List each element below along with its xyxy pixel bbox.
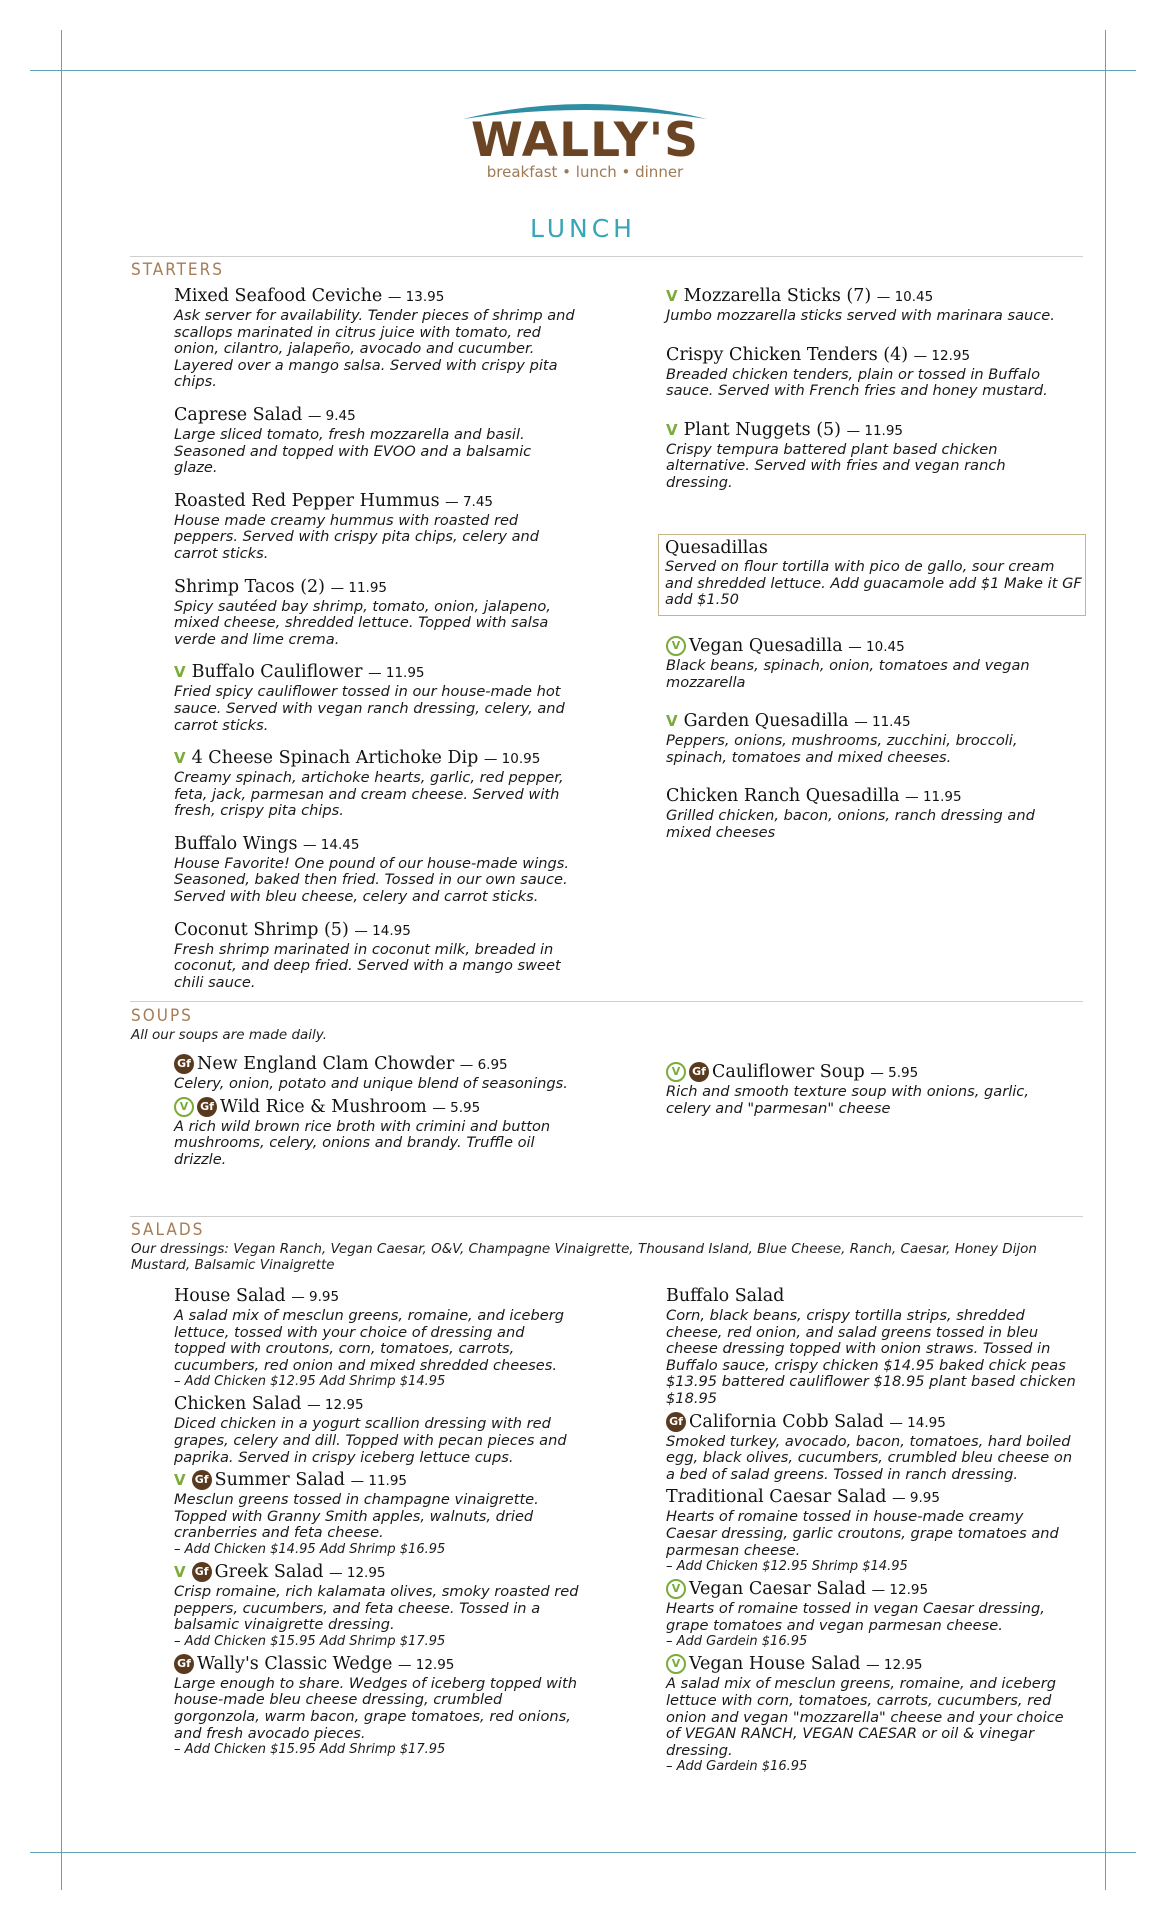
- brand-name: WALLY'S: [471, 113, 699, 168]
- menu-item-description: Mesclun greens tossed in champagne vinaigrette. Topped with Granny Smith apples, walnuts, dried cranberries and feta cheese.: [174, 1491, 539, 1542]
- section-heading-salads: SALADS: [131, 1220, 205, 1240]
- section-heading-starters: STARTERS: [131, 260, 224, 280]
- menu-item-description: A salad mix of mesclun greens, romaine, and iceberg lettuce with corn, tomatoes, carrots, cucumbers, red onion and vegan "mozzarella" cheese and your choice of VEGAN RANCH, VEGAN CAESAR or oil & vinegar dressing.: [666, 1675, 1064, 1759]
- menu-item-price: — 11.95: [846, 422, 904, 439]
- menu-item: [174, 577, 579, 649]
- menu-item-description: Peppers, onions, mushrooms, zucchini, broccoli, spinach, tomatoes and mixed cheeses.: [666, 732, 1018, 766]
- menu-item: [666, 345, 1066, 400]
- menu-item: [174, 1394, 579, 1466]
- menu-item-header: [666, 1412, 1076, 1434]
- menu-item-price: — 10.45: [876, 289, 934, 305]
- menu-item: [666, 636, 1066, 691]
- vegan-icon: V: [666, 1654, 686, 1674]
- menu-item-name: Wally's Classic Wedge: [197, 1653, 393, 1674]
- menu-item-description: Ask server for availability. Tender pieces of shrimp and scallops marinated in citrus juice with tomato, red onion, cilantro, jalapeño, avocado and cucumber. Layered over a mango salsa. Served with crispy pita chips.: [174, 307, 575, 391]
- vegan-icon: V: [666, 1062, 686, 1082]
- page-title: LUNCH: [530, 214, 636, 243]
- menu-item-price: — 12.95: [307, 1397, 364, 1414]
- menu-item-description: Crisp romaine, rich kalamata olives, smoky roasted red peppers, cucumbers, and feta cheese. Tossed in a balsamic vinaigrette dressing.: [174, 1582, 579, 1634]
- menu-item: [174, 1054, 579, 1093]
- menu-item-header: [666, 1062, 1066, 1084]
- quesadillas-column: [666, 636, 1066, 862]
- menu-item-price: — 5.95: [870, 1065, 919, 1081]
- menu-item-header: [174, 1097, 579, 1119]
- menu-item-name: New England Clam Chowder: [197, 1054, 455, 1074]
- menu-item-price: — 10.95: [483, 751, 541, 768]
- starters-right-column: [666, 286, 1066, 512]
- quesadilla-info-box: [658, 534, 1086, 616]
- menu-item-header: [666, 286, 1066, 308]
- menu-item-name: Buffalo Cauliflower: [191, 662, 363, 683]
- menu-item-name: Greek Salad: [214, 1561, 324, 1582]
- menu-item-header: [666, 420, 1066, 442]
- menu-item-header: [666, 1579, 1076, 1601]
- menu-item-description: Celery, onion, potato and unique blend of seasonings.: [174, 1075, 568, 1092]
- menu-item: [174, 662, 579, 734]
- menu-item-description: Large enough to share. Wedges of iceberg topped with house-made bleu cheese dressing, crumbled gorgonzola, warm bacon, grape tomatoes, red onions, and fresh avocado pieces.: [174, 1674, 577, 1742]
- menu-item-addons: – Add Chicken $12.95 Add Shrimp $14.95: [174, 1374, 446, 1390]
- section-heading-soups: SOUPS: [131, 1006, 193, 1026]
- menu-item-price: — 11.95: [368, 665, 425, 682]
- menu-item-description: Grilled chicken, bacon, onions, ranch dressing and mixed cheeses: [666, 807, 1035, 841]
- menu-item-header: [174, 662, 579, 684]
- gluten-free-icon: Gf: [666, 1412, 686, 1432]
- gluten-free-icon: Gf: [689, 1062, 709, 1082]
- menu-item-name: Caprese Salad: [174, 404, 303, 425]
- menu-item-header: [174, 1286, 579, 1308]
- gluten-free-icon: Gf: [197, 1097, 217, 1117]
- menu-item-price: — 12.95: [397, 1656, 455, 1673]
- menu-item-description: Jumbo mozzarella sticks served with marinara sauce.: [666, 307, 1055, 324]
- quesadilla-box-title: Quesadillas: [665, 538, 768, 558]
- menu-item-header: [666, 711, 1066, 733]
- menu-item: [174, 1286, 579, 1390]
- menu-item: [666, 1487, 1076, 1575]
- menu-item-name: Buffalo Salad: [666, 1286, 785, 1306]
- menu-item-price: — 11.45: [854, 714, 911, 731]
- brand-tagline: breakfast • lunch • dinner: [486, 163, 684, 181]
- menu-item-price: — 12.95: [913, 347, 971, 364]
- menu-item: [174, 1097, 579, 1169]
- menu-item-price: — 5.95: [432, 1099, 481, 1116]
- menu-item-name: 4 Cheese Spinach Artichoke Dip: [191, 748, 479, 769]
- menu-item-price: — 9.95: [892, 1490, 940, 1507]
- menu-item-header: [174, 491, 579, 513]
- menu-item-description: House made creamy hummus with roasted red peppers. Served with crispy pita chips, celery and carrot sticks.: [174, 511, 540, 562]
- menu-item-name: Coconut Shrimp (5): [174, 919, 349, 940]
- menu-item-description: Hearts of romaine tossed in house-made creamy Caesar dressing, garlic croutons, grape tomatoes and parmesan cheese.: [666, 1508, 1059, 1559]
- menu-item-header: [174, 1394, 579, 1416]
- vegetarian-icon: V: [174, 1471, 186, 1490]
- brand-logo: [455, 95, 715, 185]
- vegetarian-icon: V: [666, 287, 678, 305]
- vegetarian-icon: V: [174, 1562, 186, 1581]
- salads-dressing-note: Our dressings: Vegan Ranch, Vegan Caesar, O&V, Champagne Vinaigrette, Thousand Island, Blue Cheese, Ranch, Caesar, Honey Dijon Mustard, Balsamic Vinaigrette: [131, 1241, 1037, 1273]
- menu-item-price: — 12.95: [871, 1582, 929, 1599]
- menu-item-name: Chicken Ranch Quesadilla: [666, 786, 900, 807]
- menu-item-description: Creamy spinach, artichoke hearts, garlic, red pepper, feta, jack, parmesan and cream cheese. Served with fresh, crispy pita chips.: [174, 769, 564, 820]
- menu-item-header: [174, 286, 579, 308]
- menu-item-price: — 12.95: [329, 1564, 386, 1581]
- divider: [130, 256, 1083, 257]
- menu-item-header: [666, 1654, 1076, 1676]
- menu-item-description: Rich and smooth texture soup with onions, garlic, celery and "parmesan" cheese: [666, 1083, 1029, 1117]
- soups-right-column: [666, 1062, 1066, 1121]
- menu-item-name: Vegan House Salad: [689, 1654, 861, 1675]
- menu-item-addons: – Add Gardein $16.95: [666, 1634, 808, 1650]
- menu-item-name: Vegan Caesar Salad: [689, 1579, 867, 1600]
- menu-item-price: — 14.95: [354, 922, 411, 939]
- guide-line-bottom: [30, 1852, 1136, 1853]
- menu-item-name: Mixed Seafood Ceviche: [174, 286, 383, 306]
- menu-item-price: — 6.95: [459, 1057, 508, 1073]
- menu-item: [174, 748, 579, 820]
- menu-item-addons: – Add Chicken $15.95 Add Shrimp $17.95: [174, 1742, 446, 1758]
- menu-item: [666, 711, 1066, 766]
- menu-item-name: California Cobb Salad: [689, 1411, 884, 1432]
- divider: [130, 1001, 1083, 1002]
- menu-item-name: Roasted Red Pepper Hummus: [174, 490, 440, 511]
- guide-line-top: [30, 70, 1136, 71]
- vegetarian-icon: V: [174, 663, 186, 682]
- menu-item: [666, 1579, 1076, 1650]
- menu-item-name: Summer Salad: [214, 1470, 345, 1491]
- salads-left-column: [174, 1286, 579, 1762]
- menu-item-price: — 10.45: [848, 639, 905, 655]
- menu-item-addons: – Add Chicken $15.95 Add Shrimp $17.95: [174, 1633, 446, 1649]
- menu-item-price: — 7.45: [445, 493, 494, 510]
- menu-item-description: Crispy tempura battered plant based chicken alternative. Served with fries and vegan ranch dressing.: [666, 440, 1006, 491]
- menu-item-name: Shrimp Tacos (2): [174, 576, 325, 597]
- menu-item-name: Garden Quesadilla: [683, 711, 849, 732]
- menu-item-description: Corn, black beans, crispy tortilla strips, shredded cheese, red onion, and salad greens tossed in bleu cheese dressing topped with onion straws. Tossed in Buffalo sauce, crispy chicken $14.95 baked chick peas $13.95 battered cauliflower $18.95 plant based chicken $18.95: [666, 1307, 1076, 1407]
- menu-item-description: Black beans, spinach, onion, tomatoes and vegan mozzarella: [666, 657, 1030, 691]
- vegan-icon: V: [666, 1579, 686, 1599]
- menu-item-header: [174, 577, 579, 599]
- menu-item-addons: – Add Gardein $16.95: [666, 1759, 808, 1775]
- menu-item-price: — 12.95: [866, 1657, 923, 1674]
- menu-item: [174, 405, 579, 477]
- gluten-free-icon: Gf: [174, 1054, 194, 1074]
- menu-item-description: Diced chicken in a yogurt scallion dressing with red grapes, celery and dill. Topped with pecan pieces and paprika. Served in crispy iceberg lettuce cups.: [174, 1415, 567, 1466]
- menu-item: [174, 1470, 579, 1558]
- menu-item-description: A rich wild brown rice broth with crimini and button mushrooms, celery, onions and brandy. Truffle oil drizzle.: [174, 1117, 551, 1168]
- menu-item: [174, 491, 579, 563]
- menu-item-name: Crispy Chicken Tenders (4): [666, 344, 909, 365]
- vegetarian-icon: V: [666, 420, 678, 439]
- gluten-free-icon: Gf: [192, 1470, 212, 1490]
- menu-item: [174, 1654, 579, 1758]
- vegan-icon: V: [666, 636, 686, 656]
- menu-item-name: Buffalo Wings: [174, 833, 298, 854]
- menu-item: [174, 834, 579, 906]
- menu-item-description: Hearts of romaine tossed in vegan Caesar dressing, grape tomatoes and vegan parmesan cheese.: [666, 1600, 1045, 1634]
- menu-item-header: [174, 405, 579, 427]
- menu-item-description: Fresh shrimp marinated in coconut milk, breaded in coconut, and deep fried. Served with a mango sweet chili sauce.: [174, 940, 561, 991]
- gluten-free-icon: Gf: [192, 1562, 212, 1582]
- menu-item-name: Wild Rice & Mushroom: [220, 1096, 427, 1117]
- menu-item-name: Cauliflower Soup: [712, 1062, 865, 1082]
- menu-item: [174, 920, 579, 992]
- menu-item-name: Traditional Caesar Salad: [666, 1487, 887, 1508]
- menu-item-header: [174, 834, 579, 856]
- menu-item-description: Spicy sautéed bay shrimp, tomato, onion, jalapeno, mixed cheese, shredded lettuce. Topped with salsa verde and lime crema.: [174, 597, 551, 648]
- menu-item-header: [174, 1654, 579, 1676]
- menu-item-description: House Favorite! One pound of our house-made wings. Seasoned, baked then fried. Tossed in our own sauce. Served with bleu cheese, celery and carrot sticks.: [174, 854, 570, 906]
- menu-item: [666, 1062, 1066, 1117]
- vegan-icon: V: [174, 1097, 194, 1117]
- menu-item-description: A salad mix of mesclun greens, romaine, and iceberg lettuce, tossed with your choice of dressing and topped with croutons, corn, tomatoes, carrots, cucumbers, red onion and mixed shredded cheeses.: [174, 1307, 564, 1374]
- menu-item: [174, 1562, 579, 1650]
- quesadilla-box-desc: Served on flour tortilla with pico de gallo, sour cream and shredded lettuce. Add guacamole add $1 Make it GF add $1.50: [665, 558, 1082, 609]
- menu-item-description: Fried spicy cauliflower tossed in our house-made hot sauce. Served with vegan ranch dressing, celery, and carrot sticks.: [174, 683, 565, 734]
- menu-item-header: [174, 748, 579, 770]
- menu-item-header: [174, 1054, 579, 1076]
- menu-item-name: Mozzarella Sticks (7): [683, 286, 872, 306]
- soups-note: All our soups are made daily.: [131, 1027, 328, 1043]
- menu-item-price: — 11.95: [350, 1473, 408, 1490]
- menu-item-description: Large sliced tomato, fresh mozzarella and basil. Seasoned and topped with EVOO and a balsamic glaze.: [174, 425, 532, 477]
- menu-item: [666, 1412, 1076, 1484]
- guide-line-right: [1105, 30, 1106, 1890]
- vegetarian-icon: V: [174, 749, 186, 768]
- menu-item-description: Breaded chicken tenders, plain or tossed in Buffalo sauce. Served with French fries and honey mustard.: [666, 365, 1048, 400]
- menu-item-header: [666, 1286, 1076, 1308]
- soups-left-column: [174, 1054, 579, 1172]
- menu-item-name: House Salad: [174, 1286, 286, 1306]
- menu-item-name: Plant Nuggets (5): [683, 419, 841, 440]
- menu-item-name: Chicken Salad: [174, 1394, 302, 1415]
- menu-item: [174, 286, 579, 391]
- vegetarian-icon: V: [666, 712, 678, 731]
- menu-item-name: Vegan Quesadilla: [689, 636, 843, 656]
- menu-item-price: — 14.45: [303, 836, 360, 853]
- menu-item-addons: – Add Chicken $14.95 Add Shrimp $16.95: [174, 1541, 446, 1557]
- menu-item-header: [174, 920, 579, 942]
- starters-left-column: [174, 286, 579, 1005]
- menu-item-price: — 11.95: [905, 789, 962, 806]
- menu-item-header: [666, 786, 1066, 808]
- menu-item-description: Smoked turkey, avocado, bacon, tomatoes, hard boiled egg, black olives, cucumbers, crumbled bleu cheese on a bed of salad greens. Tossed in ranch dressing.: [666, 1432, 1073, 1483]
- menu-item: [666, 1654, 1076, 1775]
- guide-line-left: [61, 30, 62, 1890]
- menu-item-price: — 9.45: [307, 407, 356, 424]
- menu-item: [666, 1286, 1076, 1408]
- menu-item-price: — 9.95: [291, 1289, 340, 1305]
- menu-item-header: [666, 1487, 1076, 1509]
- divider: [130, 1216, 1083, 1217]
- menu-item-price: — 11.95: [330, 579, 388, 596]
- menu-item-addons: – Add Chicken $12.95 Shrimp $14.95: [666, 1559, 908, 1575]
- menu-item-price: — 13.95: [387, 289, 445, 305]
- menu-item-header: [666, 345, 1066, 367]
- gluten-free-icon: Gf: [174, 1654, 194, 1674]
- menu-item: [666, 420, 1066, 492]
- menu-item: [666, 786, 1066, 841]
- menu-item: [666, 286, 1066, 325]
- menu-item-price: — 14.95: [889, 1414, 946, 1431]
- salads-right-column: [666, 1286, 1076, 1779]
- menu-item-header: [174, 1470, 579, 1492]
- menu-item-header: [666, 636, 1066, 658]
- menu-item-header: [174, 1562, 579, 1584]
